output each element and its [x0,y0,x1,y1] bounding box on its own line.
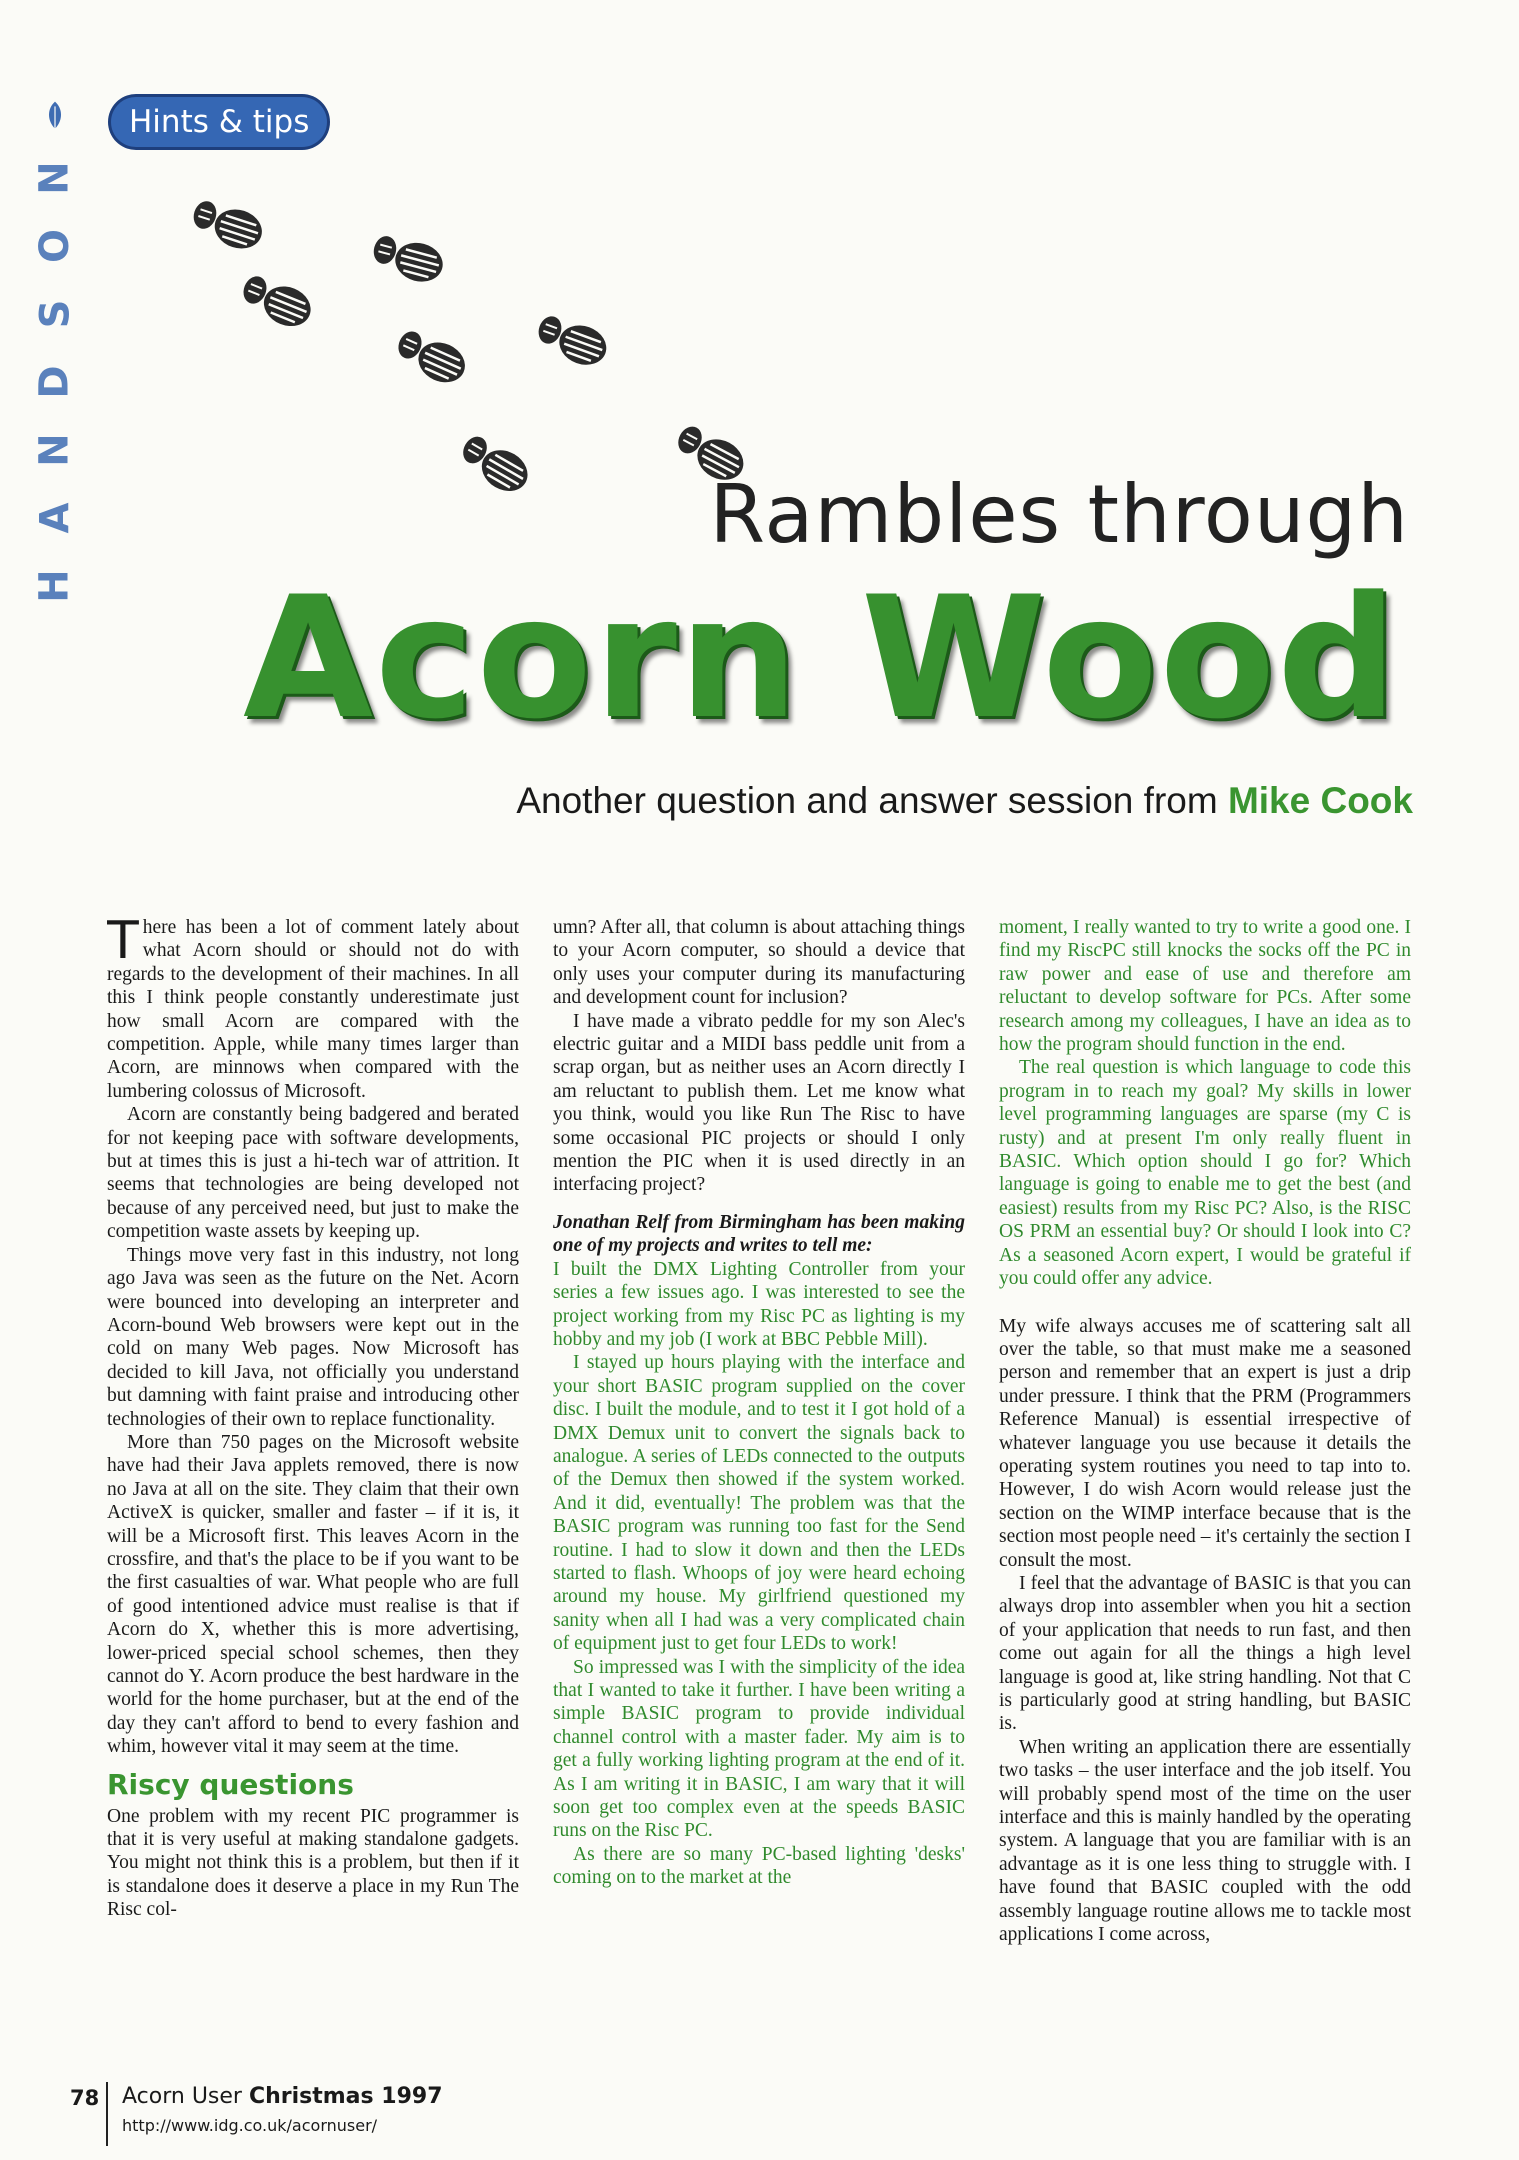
rail-letter: S [32,299,78,329]
rail-letter: H [31,569,78,603]
paragraph: Acorn are constantly being badgered and berated for not keeping pace with software developments, but at times this is just a hi-tech war of attrition. It seems that technologies are being developed not because of any perceived need, but just to make the competition waste assets by keeping up. [107,1104,519,1243]
reader-letter-paragraph: moment, I really wanted to try to write a good one. I find my RiscPC still knocks the socks off the PC in raw power and ease of use and therefore am reluctant to develop software for PCs. After some research among my colleagues, I have an idea as to how the program should function in the end. [999,917,1411,1056]
magazine-name: Acorn User [122,2084,249,2109]
paragraph: When writing an application there are essentially two tasks – the user interface and the job itself. You will probably spend most of the time on the user interface and this is mainly handled by the operating system. A language that you are familiar with is an advantage as it is one less thing to struggle with. I have found that BASIC coupled with the odd assembly language routine allows me to tackle most applications I come across, [999,1736,1411,1946]
standfirst [516,780,1413,822]
rail-letter: A [32,502,78,534]
reader-letter-paragraph: I stayed up hours playing with the interface and your short BASIC program supplied on the cover disc. I built the module, and to test it I got hold of a DMX Demux unit to convert the signals back to analogue. A series of LEDs connected to the outputs of the Demux then showed if the system worked. And it did, eventually! The problem was that the BASIC program was running too fast for the Send routine. I had to slow it down and then the LEDs started to flash. Whoops of joy were heard echoing around my house. My girlfriend questioned my sanity when all I had was a very complicated chain of equipment just to get four LEDs to work! [553,1352,965,1655]
paragraph [107,916,519,1103]
footer-divider [106,2082,108,2146]
article-column-1 [107,916,519,2066]
footprint-icon [454,431,534,499]
section-heading: Riscy questions [107,1767,354,1801]
magazine-url[interactable]: http://www.idg.co.uk/acornuser/ [122,2116,378,2135]
article-column-3 [999,916,1411,2066]
title-kicker: Rambles through [709,468,1409,561]
rail-letter: N [31,433,78,467]
reader-letter-paragraph: The real question is which language to code this program in to reach my goal? My skills in lower level programming languages are sparse (my C is rusty) and at present I'm only really fluent in BASIC. Which option should I go for? Which language is going to enable me to get the best (and easiest) results from my Risc PC? Also, is the RISC OS PRM an essential buy? Or should I look into C? As a seasoned Acorn expert, I would be grateful if you could offer any advice. [999,1057,1411,1290]
rail-letter: N [31,161,78,195]
footprint-icon [369,232,447,287]
reader-letter-paragraph: I built the DMX Lighting Controller from your series a few issues ago. I was interested to see the project working from my Risc PC as lighting is my hobby and my job (I work at BBC Pebble Mill). [553,1258,965,1350]
author-name: Mike Cook [1227,780,1413,821]
paragraph: Things move very fast in this industry, not long ago Java was seen as the future on the Net. Acorn were bounced into developing an interpreter and Acorn-bound Web browsers were kept out in the cold on many Web pages. Now Microsoft has decided to kill Java, not officially you understand but damning with faint praise and introducing other technologies of their own to replace functionality. [107,1244,519,1430]
standfirst-text: Another question and answer session from [516,780,1228,821]
rail-letter: D [31,365,78,399]
reader-letter-paragraph: So impressed was I with the simplicity of the idea that I wanted to take it further. I have been writing a simple BASIC program to provide individual channel control with a master fader. My aim is to get a fully working lighting program at the end of it. As I am writing it in BASIC, I am wary that it will soon get too complex even at the speeds BASIC runs on the Risc PC. [553,1656,965,1842]
paragraph: umn? After all, that column is about attaching things to your Acorn computer, so should a device that only uses your computer during its manufacturing and development count for inclusion? [553,917,965,1009]
paragraph: More than 750 pages on the Microsoft website have had their Java applets removed, there is now no Java at all on the site. They claim that their own ActiveX is quicker, smaller and faster – if it is, it will be a Microsoft first. This leaves Acorn in the crossfire, and that's the place to be if you want to be the first casualties of war. What people who are full of good intentioned advice must realise is that if Acorn do X, whether this is more advertising, lower-priced special school schemes, then they cannot do Y. Acorn produce the best hardware in the world for the home purchaser, but at the end of the day they can't afford to bend to every fashion and whim, however vital it may seem at the time. [107,1431,519,1758]
footprint-icon [188,196,267,254]
paragraph: I feel that the advantage of BASIC is that you can always drop into assembler when you hit a section of your application that needs to run fast, and then come out again for all the things a high level language is good at, like string handling. Not that C is particularly good at string handling, but BASIC is. [999,1572,1411,1735]
paragraph: I have made a vibrato peddle for my son Alec's electric guitar and a MIDI bass peddle unit from a scrap organ, but as neither uses an Acorn directly I am reluctant to publish them. Let me know what you think, would you like Run The Risc to have some occasional PIC projects or should I only mention the PIC when it is used directly in an interfacing project? [553,1010,965,1196]
section-tag: Hints & tips [111,97,327,147]
reader-letter-paragraph: As there are so many PC-based lighting 'desks' coming on to the market at the [553,1843,965,1889]
article-column-2 [553,916,965,2066]
paragraph: My wife always accuses me of scattering salt all over the table, so that must make me a seasoned person and remember that an expert is just a drip under pressure. I think that the PRM (Programmers Reference Manual) is essential irrespective of whatever language you use because it details the operating system routines you need to tap into to. However, I do wish Acorn would release just the section on the WIMP interface because that is the section most people need – it's certainly the section I consult the most. [999,1315,1411,1571]
issue-date: Christmas 1997 [248,2084,443,2109]
page-title: Acorn Wood [243,560,1400,756]
footprint-icon [532,311,612,371]
side-rail [30,100,80,620]
drop-cap: T [107,916,139,971]
page-number: 78 [70,2086,100,2110]
acorn-leaf-icon [42,100,68,132]
magazine-issue [122,2084,443,2109]
rail-letter: O [31,228,78,264]
paragraph: One problem with my recent PIC programmer is that it is very useful at making standalone gadgets. You might not think this is a problem, but then if it is standalone does it deserve a place in my Run The Risc col- [107,1805,519,1921]
reader-question-intro: Jonathan Relf from Birmingham has been making one of my projects and writes to tell me: [553,1211,965,1257]
footprint-icon [237,271,317,333]
paragraph-text: here has been a lot of comment lately about what Acorn should or should not do with regards to the development of their machines. In all this I think people constantly underestimate just how small Acorn are compared with the competition. Apple, while many times larger than Acorn, are minnows when compared with the lumbering colossus of Microsoft. [107,917,519,1102]
footprint-icon [391,326,471,390]
